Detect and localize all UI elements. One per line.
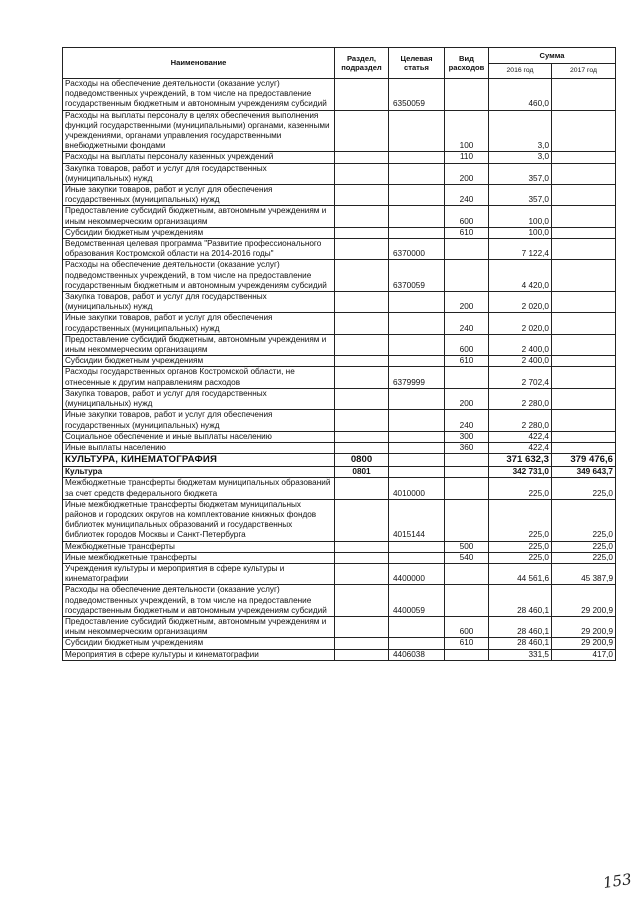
cell-name: Иные межбюджетные трансферты бюджетам муниципальных районов и городских округов на комплектование книжных фондов библиотек муниципальных образований и государственных библиотек городов Москвы и Санкт-Петербурга [63, 499, 335, 541]
cell-target [389, 638, 445, 649]
cell-name: Иные закупки товаров, работ и услуг для обеспечения государственных (муниципальных) нужд [63, 410, 335, 431]
cell-name: Иные межбюджетные трансферты [63, 552, 335, 563]
cell-section [335, 442, 389, 453]
cell-type [445, 239, 489, 260]
cell-name: Расходы на выплаты персоналу казенных учреждений [63, 152, 335, 163]
table-row [63, 499, 616, 541]
cell-type [445, 367, 489, 388]
cell-section: 0800 [335, 454, 389, 467]
table-row [63, 585, 616, 617]
budget-table-sheet [62, 47, 615, 661]
cell-section [335, 616, 389, 637]
cell-2016: 2 280,0 [489, 388, 552, 409]
cell-2016: 225,0 [489, 541, 552, 552]
cell-2017: 225,0 [552, 499, 616, 541]
table-row [63, 152, 616, 163]
cell-target: 4010000 [389, 478, 445, 499]
table-row [63, 454, 616, 467]
cell-section [335, 649, 389, 660]
cell-target [389, 552, 445, 563]
cell-section [335, 227, 389, 238]
cell-type: 610 [445, 356, 489, 367]
cell-2017 [552, 206, 616, 227]
page-number: 153 [601, 870, 633, 892]
cell-type: 500 [445, 541, 489, 552]
table-row [63, 185, 616, 206]
cell-name: Культура [63, 467, 335, 478]
cell-section [335, 110, 389, 152]
cell-name: Иные закупки товаров, работ и услуг для обеспечения государственных (муниципальных) нужд [63, 313, 335, 334]
cell-2017 [552, 431, 616, 442]
table-row [63, 292, 616, 313]
cell-2017 [552, 260, 616, 292]
cell-name: Расходы на обеспечение деятельности (оказание услуг) подведомственных учреждений, в том числе на предоставление государственным бюджетным и автономным учреждениям субсидий [63, 79, 335, 111]
cell-name: Межбюджетные трансферты бюджетам муниципальных образований за счет средств федерального бюджета [63, 478, 335, 499]
cell-2016: 28 460,1 [489, 638, 552, 649]
table-row [63, 206, 616, 227]
cell-2016: 422,4 [489, 442, 552, 453]
cell-2017 [552, 110, 616, 152]
cell-section [335, 478, 389, 499]
cell-2017 [552, 367, 616, 388]
cell-section [335, 239, 389, 260]
cell-2016: 2 280,0 [489, 410, 552, 431]
cell-section [335, 410, 389, 431]
table-row [63, 467, 616, 478]
cell-name: Закупка товаров, работ и услуг для государственных (муниципальных) нужд [63, 163, 335, 184]
cell-target: 4400059 [389, 585, 445, 617]
cell-name: Субсидии бюджетным учреждениям [63, 356, 335, 367]
cell-type: 540 [445, 552, 489, 563]
cell-type [445, 585, 489, 617]
header-year-2017: 2017 год [552, 64, 616, 79]
cell-2017: 379 476,6 [552, 454, 616, 467]
cell-type [445, 649, 489, 660]
cell-target: 6350059 [389, 79, 445, 111]
cell-section [335, 563, 389, 584]
cell-section [335, 431, 389, 442]
cell-type: 110 [445, 152, 489, 163]
header-sum: Сумма [489, 48, 616, 64]
table-row [63, 79, 616, 111]
table-row [63, 563, 616, 584]
cell-name: Мероприятия в сфере культуры и кинематографии [63, 649, 335, 660]
cell-type [445, 260, 489, 292]
cell-section: 0801 [335, 467, 389, 478]
cell-type: 240 [445, 410, 489, 431]
cell-target [389, 454, 445, 467]
cell-2016: 422,4 [489, 431, 552, 442]
table-row [63, 410, 616, 431]
cell-name: Расходы на обеспечение деятельности (оказание услуг) подведомственных учреждений, в том числе на предоставление государственным бюджетным и автономным учреждениям субсидий [63, 260, 335, 292]
cell-2016: 3,0 [489, 110, 552, 152]
cell-section [335, 367, 389, 388]
cell-target: 4406038 [389, 649, 445, 660]
cell-target [389, 206, 445, 227]
cell-2017: 45 387,9 [552, 563, 616, 584]
cell-2017: 225,0 [552, 541, 616, 552]
cell-target: 6370000 [389, 239, 445, 260]
cell-2017: 417,0 [552, 649, 616, 660]
table-row [63, 356, 616, 367]
cell-2017: 225,0 [552, 552, 616, 563]
cell-2017: 29 200,9 [552, 585, 616, 617]
cell-target: 6379999 [389, 367, 445, 388]
cell-target [389, 185, 445, 206]
table-row [63, 478, 616, 499]
cell-2017 [552, 442, 616, 453]
table-row [63, 638, 616, 649]
cell-2017 [552, 410, 616, 431]
cell-type [445, 563, 489, 584]
cell-type [445, 478, 489, 499]
cell-section [335, 356, 389, 367]
cell-name: Ведомственная целевая программа "Развитие профессионального образования Костромской области на 2014-2016 годы" [63, 239, 335, 260]
cell-type: 600 [445, 206, 489, 227]
cell-target: 6370059 [389, 260, 445, 292]
cell-name: Межбюджетные трансферты [63, 541, 335, 552]
cell-2017 [552, 356, 616, 367]
cell-type: 600 [445, 334, 489, 355]
cell-target [389, 541, 445, 552]
cell-target [389, 152, 445, 163]
cell-type: 200 [445, 292, 489, 313]
cell-2016: 225,0 [489, 499, 552, 541]
cell-name: Предоставление субсидий бюджетным, автономным учреждениям и иным некоммерческим организациям [63, 206, 335, 227]
budget-table [62, 47, 616, 661]
table-row [63, 541, 616, 552]
cell-2017: 349 643,7 [552, 467, 616, 478]
cell-name: Субсидии бюджетным учреждениям [63, 227, 335, 238]
cell-2016: 225,0 [489, 552, 552, 563]
cell-name: Закупка товаров, работ и услуг для государственных (муниципальных) нужд [63, 388, 335, 409]
cell-2017: 29 200,9 [552, 638, 616, 649]
cell-2016: 100,0 [489, 206, 552, 227]
table-row [63, 313, 616, 334]
cell-2017 [552, 163, 616, 184]
cell-name: Иные закупки товаров, работ и услуг для обеспечения государственных (муниципальных) нужд [63, 185, 335, 206]
cell-type: 200 [445, 163, 489, 184]
cell-name: Субсидии бюджетным учреждениям [63, 638, 335, 649]
header-name: Наименование [63, 48, 335, 79]
table-row [63, 649, 616, 660]
cell-target [389, 467, 445, 478]
cell-section [335, 334, 389, 355]
table-row [63, 260, 616, 292]
cell-2017 [552, 313, 616, 334]
cell-type [445, 79, 489, 111]
cell-2016: 2 020,0 [489, 292, 552, 313]
cell-2016: 357,0 [489, 185, 552, 206]
cell-2016: 342 731,0 [489, 467, 552, 478]
cell-target [389, 313, 445, 334]
cell-2016: 331,5 [489, 649, 552, 660]
cell-name: Предоставление субсидий бюджетным, автономным учреждениям и иным некоммерческим организациям [63, 616, 335, 637]
cell-2016: 371 632,3 [489, 454, 552, 467]
cell-target [389, 163, 445, 184]
table-row [63, 334, 616, 355]
cell-2016: 4 420,0 [489, 260, 552, 292]
cell-section [335, 152, 389, 163]
table-row [63, 431, 616, 442]
cell-2016: 2 702,4 [489, 367, 552, 388]
cell-section [335, 79, 389, 111]
cell-type: 300 [445, 431, 489, 442]
cell-target [389, 292, 445, 313]
cell-2016: 357,0 [489, 163, 552, 184]
table-row [63, 388, 616, 409]
cell-type: 240 [445, 313, 489, 334]
cell-name: Социальное обеспечение и иные выплаты населению [63, 431, 335, 442]
cell-section [335, 388, 389, 409]
cell-name: Иные выплаты населению [63, 442, 335, 453]
cell-2016: 7 122,4 [489, 239, 552, 260]
cell-2016: 44 561,6 [489, 563, 552, 584]
cell-section [335, 292, 389, 313]
cell-target [389, 388, 445, 409]
cell-target: 4400000 [389, 563, 445, 584]
cell-section [335, 499, 389, 541]
table-row [63, 552, 616, 563]
cell-target: 4015144 [389, 499, 445, 541]
cell-2017 [552, 388, 616, 409]
cell-2017 [552, 227, 616, 238]
cell-section [335, 260, 389, 292]
table-row [63, 110, 616, 152]
cell-target [389, 442, 445, 453]
cell-2017: 225,0 [552, 478, 616, 499]
cell-2016: 2 400,0 [489, 356, 552, 367]
cell-2016: 28 460,1 [489, 616, 552, 637]
cell-2016: 2 400,0 [489, 334, 552, 355]
header-year-2016: 2016 год [489, 64, 552, 79]
cell-type: 100 [445, 110, 489, 152]
cell-type: 360 [445, 442, 489, 453]
table-row [63, 616, 616, 637]
cell-name: КУЛЬТУРА, КИНЕМАТОГРАФИЯ [63, 454, 335, 467]
header-type: Вид расходов [445, 48, 489, 79]
table-row [63, 239, 616, 260]
table-row [63, 442, 616, 453]
cell-2016: 100,0 [489, 227, 552, 238]
cell-2017 [552, 334, 616, 355]
cell-2016: 460,0 [489, 79, 552, 111]
cell-name: Учреждения культуры и мероприятия в сфере культуры и кинематографии [63, 563, 335, 584]
cell-name: Предоставление субсидий бюджетным, автономным учреждениям и иным некоммерческим организациям [63, 334, 335, 355]
cell-section [335, 638, 389, 649]
cell-type: 240 [445, 185, 489, 206]
cell-target [389, 356, 445, 367]
header-target: Целевая статья [389, 48, 445, 79]
cell-type: 200 [445, 388, 489, 409]
cell-type: 600 [445, 616, 489, 637]
cell-2017 [552, 185, 616, 206]
cell-2016: 225,0 [489, 478, 552, 499]
cell-2017: 29 200,9 [552, 616, 616, 637]
cell-type [445, 454, 489, 467]
cell-2017 [552, 239, 616, 260]
table-row [63, 367, 616, 388]
cell-target [389, 431, 445, 442]
cell-section [335, 206, 389, 227]
cell-name: Расходы на обеспечение деятельности (оказание услуг) подведомственных учреждений, в том числе на предоставление государственным бюджетным и автономным учреждениям субсидий [63, 585, 335, 617]
cell-target [389, 110, 445, 152]
cell-2016: 2 020,0 [489, 313, 552, 334]
cell-2017 [552, 79, 616, 111]
cell-type: 610 [445, 227, 489, 238]
cell-2016: 3,0 [489, 152, 552, 163]
cell-section [335, 585, 389, 617]
table-row [63, 163, 616, 184]
table-body [63, 79, 616, 661]
cell-section [335, 185, 389, 206]
cell-type [445, 467, 489, 478]
cell-target [389, 227, 445, 238]
cell-type [445, 499, 489, 541]
cell-2017 [552, 152, 616, 163]
cell-section [335, 552, 389, 563]
cell-target [389, 334, 445, 355]
cell-section [335, 163, 389, 184]
header-section: Раздел, подраздел [335, 48, 389, 79]
cell-name: Расходы государственных органов Костромской области, не отнесенные к другим направлениям расходов [63, 367, 335, 388]
cell-target [389, 616, 445, 637]
cell-2016: 28 460,1 [489, 585, 552, 617]
cell-name: Закупка товаров, работ и услуг для государственных (муниципальных) нужд [63, 292, 335, 313]
cell-target [389, 410, 445, 431]
cell-type: 610 [445, 638, 489, 649]
cell-2017 [552, 292, 616, 313]
table-row [63, 227, 616, 238]
cell-name: Расходы на выплаты персоналу в целях обеспечения выполнения функций государственными (муниципальными) органами, казенными учреждениями, органами управления государственными внебюджетными фондами [63, 110, 335, 152]
cell-section [335, 541, 389, 552]
cell-section [335, 313, 389, 334]
